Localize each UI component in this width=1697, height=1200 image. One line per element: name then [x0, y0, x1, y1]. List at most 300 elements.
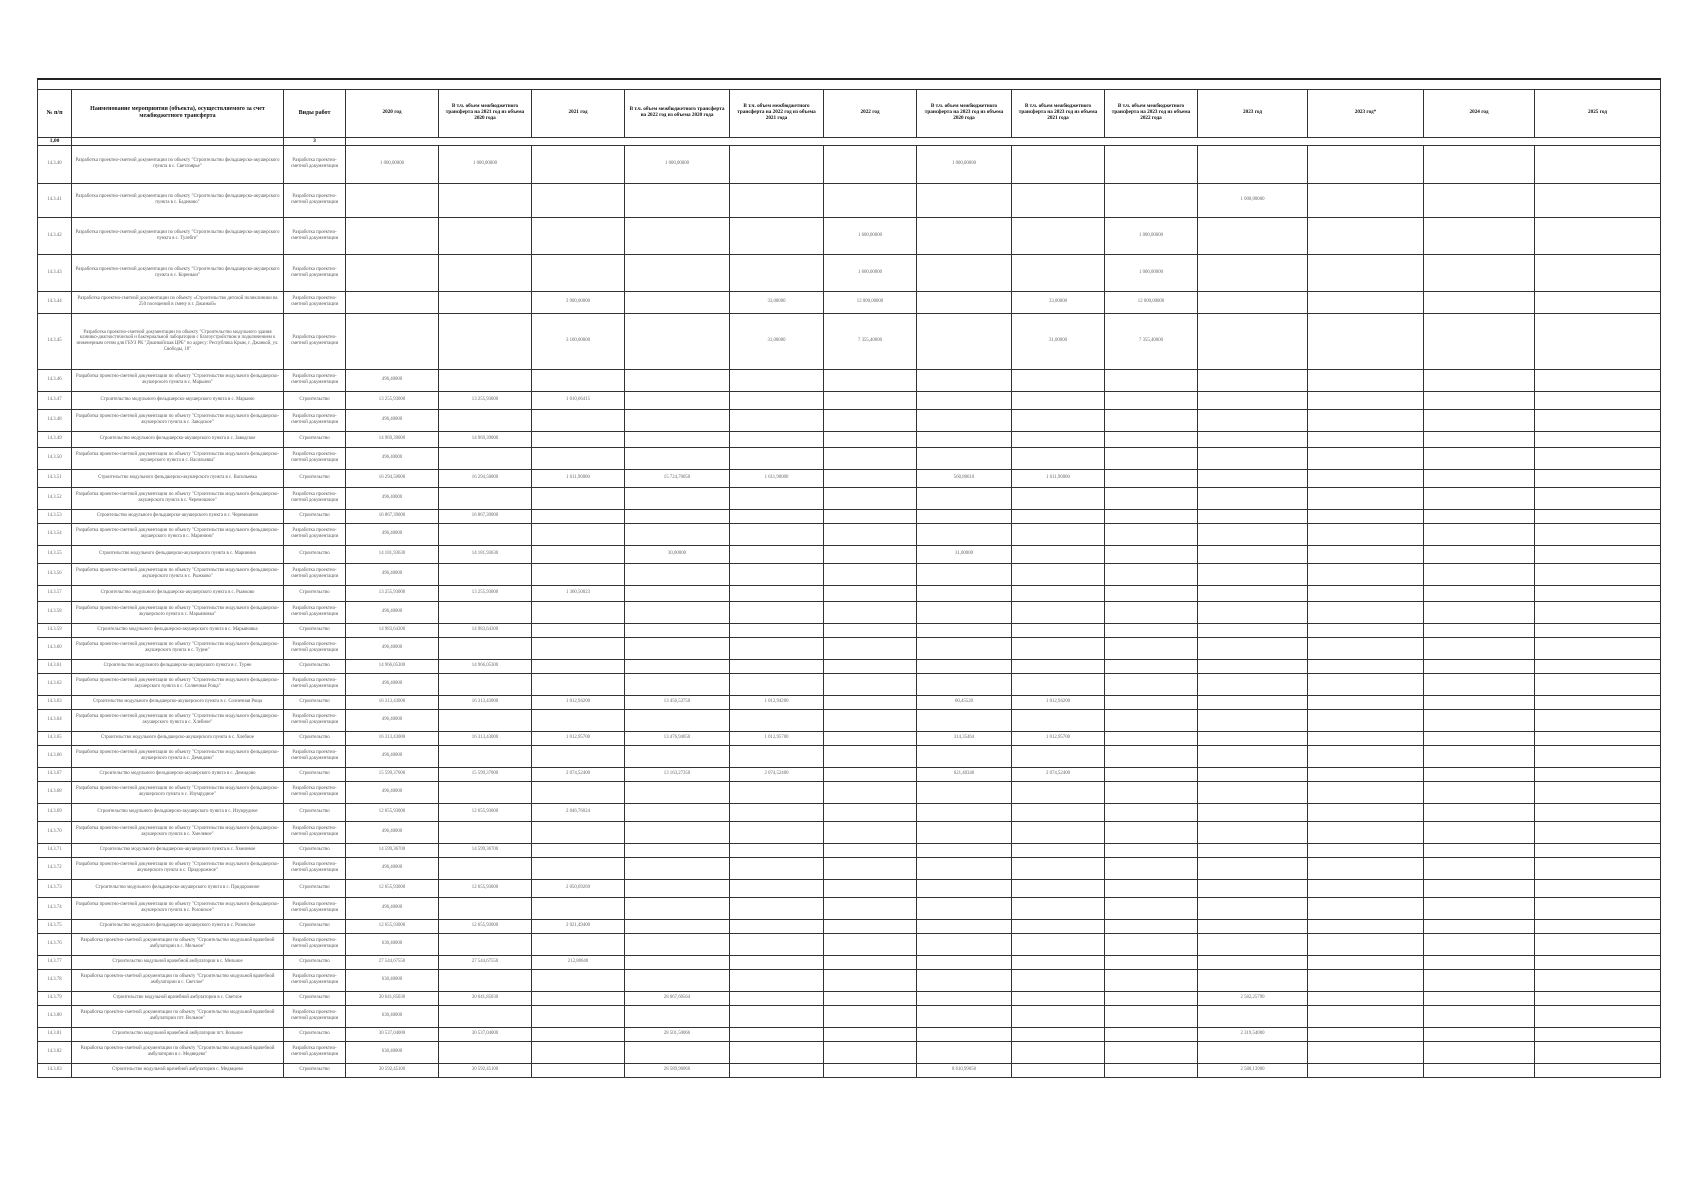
row-value-col-6: 1 012,94200	[532, 695, 625, 709]
row-value-col-8	[730, 933, 824, 955]
row-value-col-13	[1198, 313, 1308, 369]
row-value-col-14	[1308, 695, 1424, 709]
row-number: 14.3.41	[38, 183, 72, 217]
row-value-col-11	[1012, 1005, 1105, 1027]
row-value-col-15	[1424, 1005, 1535, 1027]
row-value-col-7	[625, 955, 730, 969]
row-value-col-13	[1198, 857, 1308, 879]
row-value-col-15	[1424, 409, 1535, 431]
row-value-col-9	[824, 933, 917, 955]
row-value-col-9	[824, 585, 917, 601]
row-value-col-13	[1198, 291, 1308, 313]
row-value-col-8	[730, 1063, 824, 1077]
row-value-col-4: 16 867,39000	[346, 509, 439, 523]
row-number: 14.3.69	[38, 803, 72, 821]
row-number: 14.3.73	[38, 879, 72, 897]
row-value-col-14	[1308, 623, 1424, 637]
row-value-col-10	[917, 991, 1012, 1005]
row-value-col-12	[1105, 447, 1198, 469]
row-number: 14.3.48	[38, 409, 72, 431]
row-value-col-16	[1535, 523, 1661, 545]
row-value-col-15	[1424, 857, 1535, 879]
row-value-col-7: 30,00000	[625, 545, 730, 563]
row-value-col-9	[824, 803, 917, 821]
row-value-col-11	[1012, 933, 1105, 955]
row-value-col-5: 30 641,85030	[439, 991, 532, 1005]
row-value-col-6: 212,80640	[532, 955, 625, 969]
row-value-col-15	[1424, 369, 1535, 391]
row-value-col-7	[625, 659, 730, 673]
row-value-col-15	[1424, 695, 1535, 709]
row-value-col-16	[1535, 843, 1661, 857]
row-value-col-16	[1535, 879, 1661, 897]
row-value-col-9	[824, 919, 917, 933]
row-value-col-12	[1105, 431, 1198, 447]
row-value-col-12	[1105, 969, 1198, 991]
row-value-col-12	[1105, 601, 1198, 623]
row-value-col-9	[824, 955, 917, 969]
row-value-col-9	[824, 897, 917, 919]
row-value-col-13: 1 000,00000	[1198, 183, 1308, 217]
row-work-type: Разработка проектно-сметной документации	[284, 183, 346, 217]
row-number: 14.3.66	[38, 745, 72, 767]
table-row	[38, 545, 1661, 563]
row-name: Разработка проектно-сметной документации по объекту "Строительство модульного здания клинико-диагностической и бактериальной лаборатории с благоустройством и подключением к инженерным сетям для ГБУЗ РК "Джанкойская ЦРБ" по адресу: Республика Крым, г. Джанкой, ул. Свободы, 18"	[72, 313, 284, 369]
row-value-col-11	[1012, 991, 1105, 1005]
row-work-type: Строительство	[284, 695, 346, 709]
row-value-col-8	[730, 955, 824, 969]
row-value-col-14	[1308, 879, 1424, 897]
row-value-col-11	[1012, 879, 1105, 897]
row-value-col-16	[1535, 409, 1661, 431]
row-number: 14.3.62	[38, 673, 72, 695]
row-value-col-16	[1535, 469, 1661, 487]
row-value-col-8	[730, 781, 824, 803]
row-value-col-14	[1308, 857, 1424, 879]
row-value-col-4: 16 313,43000	[346, 731, 439, 745]
row-value-col-13	[1198, 469, 1308, 487]
row-work-type: Строительство	[284, 991, 346, 1005]
row-value-col-11	[1012, 145, 1105, 183]
row-name: Строительство модульного фельдшерско-акушерского пункта в с. Заводское	[72, 431, 284, 447]
row-value-col-11	[1012, 487, 1105, 509]
row-value-col-6	[532, 545, 625, 563]
table-row	[38, 919, 1661, 933]
row-value-col-14	[1308, 585, 1424, 601]
row-value-col-12	[1105, 879, 1198, 897]
row-value-col-4	[346, 217, 439, 254]
row-value-col-14	[1308, 254, 1424, 291]
row-value-col-13	[1198, 447, 1308, 469]
table-row	[38, 803, 1661, 821]
header-2023: 2023 год	[1198, 89, 1308, 137]
row-value-col-7	[625, 431, 730, 447]
row-value-col-5: 12 655,93000	[439, 803, 532, 821]
row-value-col-8: 33,00000	[730, 291, 824, 313]
row-value-col-13	[1198, 601, 1308, 623]
row-value-col-7	[625, 709, 730, 731]
row-number: 14.3.67	[38, 767, 72, 781]
row-value-col-10: 8 610,99050	[917, 1063, 1012, 1077]
row-name: Строительство модульного фельдшерско-акушерского пункта в с. Демидово	[72, 767, 284, 781]
row-value-col-15	[1424, 745, 1535, 767]
row-value-col-10: 621,40340	[917, 767, 1012, 781]
row-value-col-14	[1308, 991, 1424, 1005]
row-value-col-4: 13 255,93000	[346, 391, 439, 409]
row-value-col-10	[917, 857, 1012, 879]
row-value-col-15	[1424, 991, 1535, 1005]
row-work-type: Разработка проектно-сметной документации	[284, 709, 346, 731]
row-value-col-11	[1012, 601, 1105, 623]
row-name: Разработка проектно-сметной документации по объекту "Строительство модульного фельдшерско-акушерского пункта в с. Рыжково"	[72, 563, 284, 585]
row-value-col-6	[532, 409, 625, 431]
row-work-type: Разработка проектно-сметной документации	[284, 969, 346, 991]
row-value-col-6	[532, 709, 625, 731]
row-value-col-15	[1424, 623, 1535, 637]
header-type: Виды работ	[284, 89, 346, 137]
row-number: 14.3.61	[38, 659, 72, 673]
row-value-col-7	[625, 637, 730, 659]
row-value-col-11	[1012, 545, 1105, 563]
row-work-type: Строительство	[284, 509, 346, 523]
row-work-type: Разработка проектно-сметной документации	[284, 857, 346, 879]
row-value-col-13	[1198, 843, 1308, 857]
row-name: Строительство модульного фельдшерско-акушерского пункта в с. Марьяновка	[72, 623, 284, 637]
row-value-col-6	[532, 447, 625, 469]
row-value-col-11: 33,00000	[1012, 291, 1105, 313]
row-value-col-9	[824, 695, 917, 709]
row-value-col-12	[1105, 933, 1198, 955]
row-value-col-12	[1105, 183, 1198, 217]
row-value-col-6	[532, 1005, 625, 1027]
row-name: Строительство модульного фельдшерско-акушерского пункта в с. Марьино	[72, 391, 284, 409]
row-value-col-7	[625, 969, 730, 991]
row-value-col-16	[1535, 821, 1661, 843]
row-value-col-15	[1424, 709, 1535, 731]
row-value-col-12	[1105, 145, 1198, 183]
row-value-col-16	[1535, 313, 1661, 369]
row-value-col-9	[824, 767, 917, 781]
row-value-col-4	[346, 291, 439, 313]
row-value-col-11	[1012, 563, 1105, 585]
row-value-col-4: 14 966,05300	[346, 659, 439, 673]
row-value-col-14	[1308, 313, 1424, 369]
row-value-col-8	[730, 254, 824, 291]
row-value-col-11	[1012, 821, 1105, 843]
row-number: 14.3.53	[38, 509, 72, 523]
row-value-col-9	[824, 545, 917, 563]
row-value-col-13	[1198, 709, 1308, 731]
row-work-type: Разработка проектно-сметной документации	[284, 487, 346, 509]
row-value-col-13	[1198, 933, 1308, 955]
row-value-col-14	[1308, 369, 1424, 391]
row-number: 14.3.51	[38, 469, 72, 487]
row-value-col-16	[1535, 487, 1661, 509]
row-value-col-8	[730, 745, 824, 767]
row-value-col-5: 14 969,39000	[439, 431, 532, 447]
row-work-type: Строительство	[284, 879, 346, 897]
row-value-col-5	[439, 969, 532, 991]
row-work-type: Разработка проектно-сметной документации	[284, 563, 346, 585]
row-work-type: Разработка проектно-сметной документации	[284, 745, 346, 767]
row-value-col-8	[730, 637, 824, 659]
row-value-col-8	[730, 709, 824, 731]
row-work-type: Разработка проектно-сметной документации	[284, 1041, 346, 1063]
row-value-col-6	[532, 897, 625, 919]
row-value-col-9	[824, 857, 917, 879]
row-value-col-15	[1424, 254, 1535, 291]
row-value-col-11	[1012, 969, 1105, 991]
row-value-col-9	[824, 1041, 917, 1063]
row-value-col-11	[1012, 447, 1105, 469]
row-work-type: Разработка проектно-сметной документации	[284, 601, 346, 623]
row-value-col-15	[1424, 145, 1535, 183]
table-row	[38, 1005, 1661, 1027]
table-row	[38, 313, 1661, 369]
row-value-col-15	[1424, 897, 1535, 919]
row-value-col-8: 1 012,94200	[730, 695, 824, 709]
row-work-type: Строительство	[284, 659, 346, 673]
row-value-col-12	[1105, 659, 1198, 673]
row-value-col-14	[1308, 447, 1424, 469]
row-value-col-9	[824, 1027, 917, 1041]
row-value-col-7	[625, 369, 730, 391]
row-value-col-11	[1012, 781, 1105, 803]
row-value-col-15	[1424, 431, 1535, 447]
row-value-col-14	[1308, 1005, 1424, 1027]
row-value-col-13	[1198, 409, 1308, 431]
row-value-col-15	[1424, 601, 1535, 623]
row-value-col-8	[730, 391, 824, 409]
row-value-col-5	[439, 745, 532, 767]
row-value-col-5	[439, 217, 532, 254]
row-value-col-8	[730, 523, 824, 545]
row-value-col-7	[625, 585, 730, 601]
table-row	[38, 821, 1661, 843]
row-value-col-15	[1424, 217, 1535, 254]
row-work-type: Строительство	[284, 431, 346, 447]
row-value-col-12	[1105, 919, 1198, 933]
row-work-type: Разработка проектно-сметной документации	[284, 447, 346, 469]
row-name: Разработка проектно-сметной документации по объекту "Строительство фельдшерско-акушерского пункта в с. Тулебге"	[72, 217, 284, 254]
row-name: Разработка проектно-сметной документации по объекту "Строительство модульного фельдшерско-акушерского пункта в с. Марьино"	[72, 369, 284, 391]
row-value-col-6	[532, 523, 625, 545]
row-value-col-10	[917, 447, 1012, 469]
row-name: Строительство модульного фельдшерско-акушерского пункта в с. Изумрудное	[72, 803, 284, 821]
row-value-col-15	[1424, 545, 1535, 563]
row-value-col-14	[1308, 409, 1424, 431]
row-value-col-8	[730, 545, 824, 563]
row-value-col-15	[1424, 391, 1535, 409]
row-value-col-6	[532, 745, 625, 767]
row-value-col-7: 13 476,94050	[625, 731, 730, 745]
row-value-col-4: 496,40000	[346, 821, 439, 843]
row-name: Разработка проектно-сметной документации по объекту "Строительство модульной врачебной амбулатории в с. Мельное"	[72, 933, 284, 955]
row-work-type: Разработка проектно-сметной документации	[284, 781, 346, 803]
row-name: Строительство модульного фельдшерско-акушерского пункта в с. Турне	[72, 659, 284, 673]
table-row	[38, 709, 1661, 731]
row-work-type: Строительство	[284, 955, 346, 969]
row-value-col-7	[625, 254, 730, 291]
table-row	[38, 391, 1661, 409]
row-value-col-16	[1535, 969, 1661, 991]
row-name: Строительство модульного фельдшерско-акушерского пункта в с. Розовское	[72, 919, 284, 933]
row-value-col-6: 2 046,76024	[532, 803, 625, 821]
row-value-col-4: 496,40000	[346, 523, 439, 545]
row-value-col-12	[1105, 409, 1198, 431]
row-value-col-5: 30 537,04000	[439, 1027, 532, 1041]
row-value-col-15	[1424, 879, 1535, 897]
row-value-col-4: 496,40000	[346, 637, 439, 659]
row-value-col-9	[824, 731, 917, 745]
row-value-col-10	[917, 1005, 1012, 1027]
row-value-col-7	[625, 447, 730, 469]
row-value-col-12	[1105, 745, 1198, 767]
row-value-col-12	[1105, 843, 1198, 857]
row-value-col-16	[1535, 767, 1661, 781]
row-work-type: Разработка проектно-сметной документации	[284, 291, 346, 313]
row-value-col-5	[439, 897, 532, 919]
row-value-col-6: 2 050,69269	[532, 879, 625, 897]
row-value-col-16	[1535, 1041, 1661, 1063]
row-value-col-6: 3 900,00000	[532, 291, 625, 313]
row-work-type: Строительство	[284, 469, 346, 487]
row-value-col-10	[917, 709, 1012, 731]
header-transfer-2023-from-2021: В т.ч. объем межбюджетного трансферта на 2023 год из объема 2021 года	[1012, 89, 1105, 137]
row-value-col-12	[1105, 709, 1198, 731]
row-value-col-8	[730, 1005, 824, 1027]
row-value-col-7: 13 456,53750	[625, 695, 730, 709]
row-name: Разработка проектно-сметной документации по объекту "Строительство модульного фельдшерско-акушерского пункта в с. Хмелевое"	[72, 821, 284, 843]
row-value-col-4: 30 592,45100	[346, 1063, 439, 1077]
header-num: № п/п	[38, 89, 72, 137]
row-value-col-7	[625, 217, 730, 254]
row-value-col-5	[439, 933, 532, 955]
row-value-col-11	[1012, 803, 1105, 821]
table-row	[38, 447, 1661, 469]
row-work-type: Строительство	[284, 391, 346, 409]
row-work-type: Строительство	[284, 731, 346, 745]
row-value-col-14	[1308, 969, 1424, 991]
row-value-col-12	[1105, 857, 1198, 879]
row-value-col-13	[1198, 1005, 1308, 1027]
row-value-col-16	[1535, 991, 1661, 1005]
row-value-col-7	[625, 673, 730, 695]
row-value-col-9	[824, 601, 917, 623]
row-value-col-6	[532, 1041, 625, 1063]
colnum-2	[72, 137, 284, 145]
row-value-col-13: 2 582,25790	[1198, 991, 1308, 1005]
row-value-col-11	[1012, 637, 1105, 659]
row-number: 14.3.82	[38, 1041, 72, 1063]
row-value-col-7	[625, 781, 730, 803]
row-value-col-12	[1105, 695, 1198, 709]
row-value-col-11	[1012, 919, 1105, 933]
row-name: Строительство модульной врачебной амбулатории в с. Мельное	[72, 955, 284, 969]
row-name: Разработка проектно-сметной документации по объекту "Строительство модульного фельдшерско-акушерского пункта в с. Изумрудное"	[72, 781, 284, 803]
row-value-col-13	[1198, 803, 1308, 821]
row-value-col-10	[917, 391, 1012, 409]
row-value-col-14	[1308, 637, 1424, 659]
row-work-type: Разработка проектно-сметной документации	[284, 821, 346, 843]
row-value-col-6	[532, 843, 625, 857]
row-value-col-7	[625, 821, 730, 843]
row-value-col-10	[917, 955, 1012, 969]
row-value-col-9	[824, 447, 917, 469]
row-value-col-6	[532, 431, 625, 447]
row-work-type: Разработка проектно-сметной документации	[284, 637, 346, 659]
row-value-col-8	[730, 409, 824, 431]
row-value-col-7	[625, 745, 730, 767]
row-name: Строительство модульного фельдшерско-акушерского пункта в с. Придорожное	[72, 879, 284, 897]
row-value-col-4: 12 655,93000	[346, 919, 439, 933]
row-value-col-11	[1012, 391, 1105, 409]
row-value-col-15	[1424, 509, 1535, 523]
row-value-col-14	[1308, 487, 1424, 509]
row-number: 14.3.68	[38, 781, 72, 803]
colnum-1: 1,00	[38, 137, 72, 145]
row-value-col-10: 31,00000	[917, 545, 1012, 563]
row-name: Разработка проектно-сметной документации по объекту «Строительство детской поликлиники на 250 посещений в смену в г. Джанкой»	[72, 291, 284, 313]
row-number: 14.3.77	[38, 955, 72, 969]
row-value-col-9	[824, 563, 917, 585]
row-value-col-8: 1 611,90000	[730, 469, 824, 487]
row-value-col-13	[1198, 563, 1308, 585]
row-value-col-7	[625, 623, 730, 637]
row-value-col-9	[824, 969, 917, 991]
row-value-col-16	[1535, 601, 1661, 623]
row-value-col-14	[1308, 183, 1424, 217]
row-value-col-13	[1198, 879, 1308, 897]
row-value-col-7	[625, 1041, 730, 1063]
row-value-col-16	[1535, 183, 1661, 217]
row-value-col-5: 12 655,93000	[439, 879, 532, 897]
row-value-col-15	[1424, 1027, 1535, 1041]
table-row	[38, 469, 1661, 487]
row-value-col-6	[532, 637, 625, 659]
row-value-col-8	[730, 183, 824, 217]
header-2021: 2021 год	[532, 89, 625, 137]
row-value-col-4: 496,40000	[346, 563, 439, 585]
row-value-col-16	[1535, 545, 1661, 563]
row-value-col-16	[1535, 563, 1661, 585]
row-value-col-14	[1308, 731, 1424, 745]
row-value-col-12	[1105, 781, 1198, 803]
row-number: 14.3.58	[38, 601, 72, 623]
row-value-col-16	[1535, 745, 1661, 767]
row-value-col-6	[532, 969, 625, 991]
row-value-col-16	[1535, 659, 1661, 673]
row-value-col-9	[824, 745, 917, 767]
row-work-type: Разработка проектно-сметной документации	[284, 313, 346, 369]
row-value-col-16	[1535, 695, 1661, 709]
row-value-col-10: 60,45520	[917, 695, 1012, 709]
row-value-col-9	[824, 1063, 917, 1077]
row-value-col-7: 13 163,27350	[625, 767, 730, 781]
row-value-col-4: 496,40000	[346, 447, 439, 469]
row-name: Разработка проектно-сметной документации по объекту "Строительство фельдшерско-акушерского пункта в с. Кореньки"	[72, 254, 284, 291]
row-value-col-7: 15 724,70050	[625, 469, 730, 487]
row-value-col-13: 2 580,13900	[1198, 1063, 1308, 1077]
row-value-col-7: 28 589,90066	[625, 1063, 730, 1077]
row-value-col-16	[1535, 1005, 1661, 1027]
row-name: Разработка проектно-сметной документации по объекту "Строительство модульного фельдшерско-акушерского пункта в с. Хлебное"	[72, 709, 284, 731]
row-value-col-5: 14 599,36700	[439, 843, 532, 857]
row-name: Разработка проектно-сметной документации по объекту "Строительство модульного фельдшерско-акушерского пункта в с. Маринино"	[72, 523, 284, 545]
row-name: Разработка проектно-сметной документации по объекту "Строительство модульного фельдшерско-акушерского пункта в с. Турне"	[72, 637, 284, 659]
row-value-col-4: 14 599,36700	[346, 843, 439, 857]
row-value-col-5	[439, 369, 532, 391]
